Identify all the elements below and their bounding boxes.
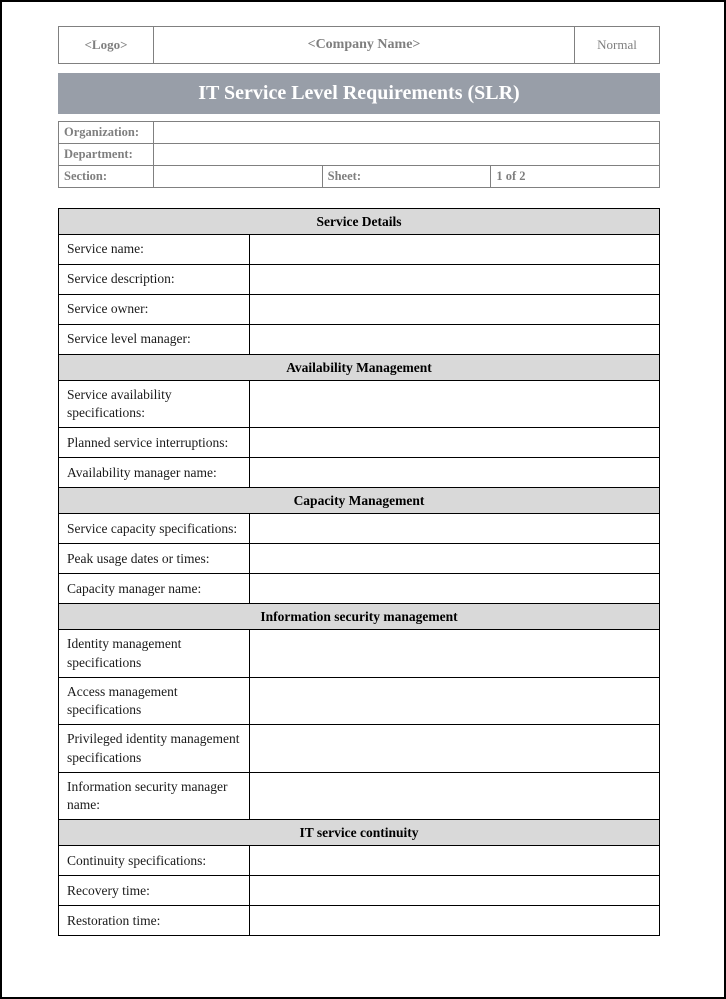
form-row <box>59 772 660 819</box>
section-field[interactable] <box>154 166 323 188</box>
department-label: Department: <box>59 144 154 166</box>
document-meta-table <box>58 121 660 188</box>
recovery-time-label: Recovery time: <box>59 876 250 906</box>
logo-placeholder: <Logo> <box>59 27 154 64</box>
availability-manager-name-label: Availability manager name: <box>59 458 250 488</box>
restoration-time-label: Restoration time: <box>59 906 250 936</box>
section-header-service-details <box>59 209 660 235</box>
capacity-manager-name-label: Capacity manager name: <box>59 574 250 604</box>
recovery-time-input[interactable] <box>250 876 660 906</box>
continuity-specifications-label: Continuity specifications: <box>59 846 250 876</box>
form-row <box>59 235 660 265</box>
access-management-specifications-label: Access management specifications <box>59 677 250 724</box>
section-header-information-security-management <box>59 604 660 630</box>
peak-usage-dates-or-times-label: Peak usage dates or times: <box>59 544 250 574</box>
sheet-label: Sheet: <box>322 166 491 188</box>
service-owner-label: Service owner: <box>59 295 250 325</box>
form-row <box>59 677 660 724</box>
department-field[interactable] <box>154 144 660 166</box>
company-name: <Company Name> <box>154 27 575 64</box>
slr-form-table <box>58 208 660 936</box>
continuity-specifications-input[interactable] <box>250 846 660 876</box>
section-title-it-service-continuity: IT service continuity <box>59 820 660 846</box>
service-availability-specifications-label: Service availability specifications: <box>59 381 250 428</box>
form-row <box>59 574 660 604</box>
identity-management-specifications-input[interactable] <box>250 630 660 677</box>
access-management-specifications-input[interactable] <box>250 677 660 724</box>
restoration-time-input[interactable] <box>250 906 660 936</box>
service-description-label: Service description: <box>59 265 250 295</box>
section-title-availability-management: Availability Management <box>59 355 660 381</box>
service-capacity-specifications-label: Service capacity specifications: <box>59 514 250 544</box>
section-header-capacity-management <box>59 488 660 514</box>
form-row <box>59 906 660 936</box>
meta-row-department <box>59 144 660 166</box>
organization-label: Organization: <box>59 122 154 144</box>
section-header-availability-management <box>59 355 660 381</box>
form-row <box>59 630 660 677</box>
header-row <box>59 27 660 64</box>
capacity-manager-name-input[interactable] <box>250 574 660 604</box>
form-row <box>59 295 660 325</box>
section-title-capacity-management: Capacity Management <box>59 488 660 514</box>
privileged-identity-management-specifications-input[interactable] <box>250 725 660 772</box>
service-description-input[interactable] <box>250 265 660 295</box>
section-header-it-service-continuity <box>59 820 660 846</box>
meta-row-section <box>59 166 660 188</box>
form-row <box>59 458 660 488</box>
meta-row-organization <box>59 122 660 144</box>
form-row <box>59 325 660 355</box>
document-status: Normal <box>575 27 660 64</box>
section-title-service-details: Service Details <box>59 209 660 235</box>
form-row <box>59 725 660 772</box>
planned-service-interruptions-input[interactable] <box>250 428 660 458</box>
planned-service-interruptions-label: Planned service interruptions: <box>59 428 250 458</box>
service-level-manager-label: Service level manager: <box>59 325 250 355</box>
section-title-information-security-management: Information security management <box>59 604 660 630</box>
service-availability-specifications-input[interactable] <box>250 381 660 428</box>
organization-field[interactable] <box>154 122 660 144</box>
service-capacity-specifications-input[interactable] <box>250 514 660 544</box>
privileged-identity-management-specifications-label: Privileged identity management specifications <box>59 725 250 772</box>
document-title-banner <box>58 73 660 114</box>
service-name-label: Service name: <box>59 235 250 265</box>
availability-manager-name-input[interactable] <box>250 458 660 488</box>
sheet-value: 1 of 2 <box>491 166 660 188</box>
peak-usage-dates-or-times-input[interactable] <box>250 544 660 574</box>
service-name-input[interactable] <box>250 235 660 265</box>
information-security-manager-name-label: Information security manager name: <box>59 772 250 819</box>
service-level-manager-input[interactable] <box>250 325 660 355</box>
form-row <box>59 381 660 428</box>
form-row <box>59 544 660 574</box>
form-row <box>59 265 660 295</box>
identity-management-specifications-label: Identity management specifications <box>59 630 250 677</box>
information-security-manager-name-input[interactable] <box>250 772 660 819</box>
service-owner-input[interactable] <box>250 295 660 325</box>
form-row <box>59 876 660 906</box>
document-title: IT Service Level Requirements (SLR) <box>198 82 520 104</box>
document-header-table <box>58 26 660 64</box>
section-label: Section: <box>59 166 154 188</box>
form-row <box>59 428 660 458</box>
form-row <box>59 514 660 544</box>
form-row <box>59 846 660 876</box>
